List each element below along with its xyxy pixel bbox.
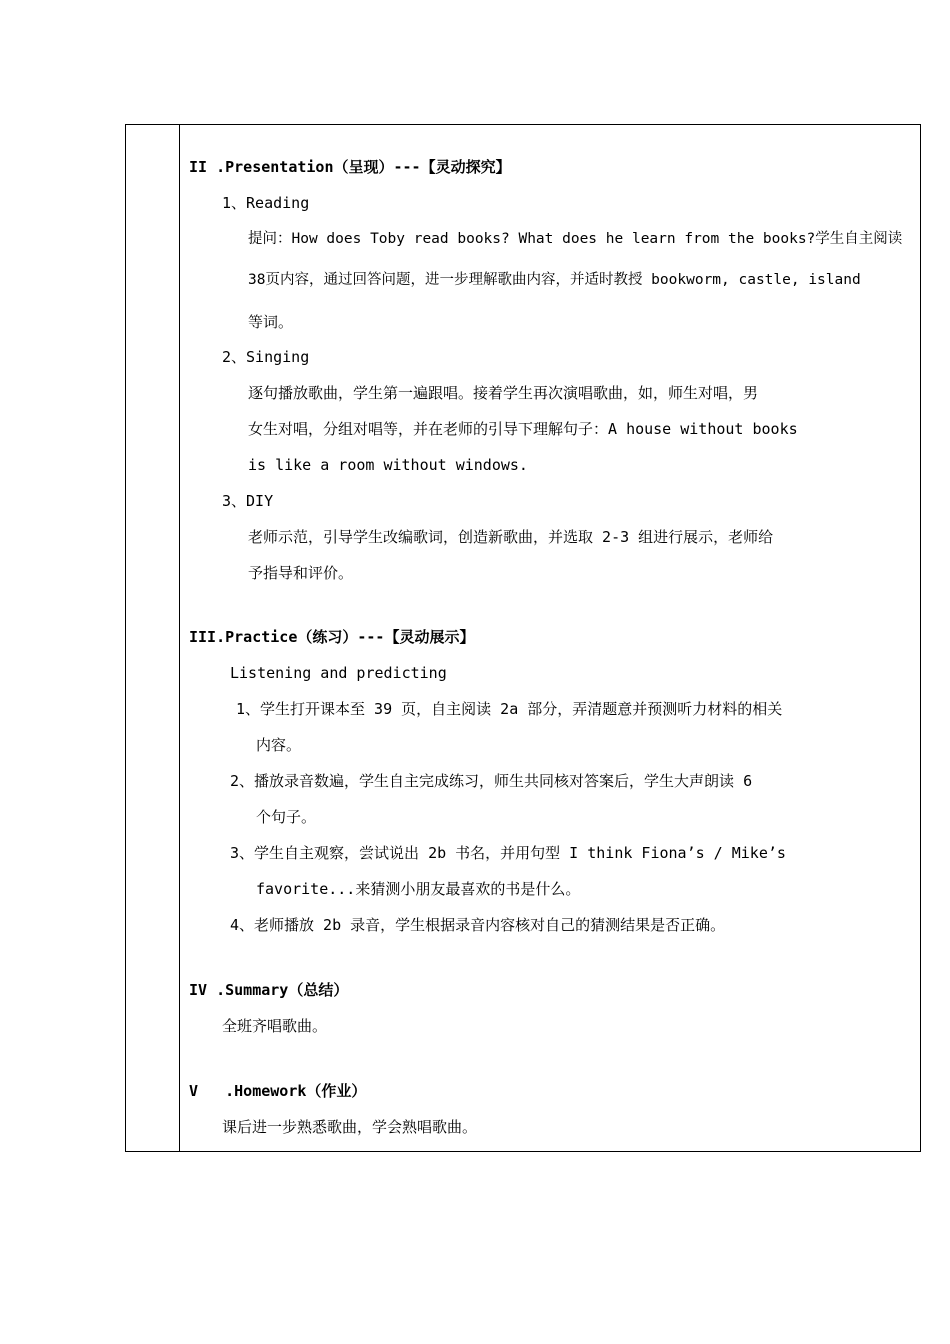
practice-item-1-line-2: 内容。 — [256, 736, 302, 754]
practice-heading: III.Practice（练习）---【灵动展示】 — [189, 628, 475, 646]
reading-line-1: 提问：How does Toby read books? What does he learn from the books?学生自主阅读 — [248, 231, 903, 247]
summary-heading: IV .Summary（总结） — [189, 981, 349, 999]
homework-heading: V .Homework（作业） — [189, 1082, 367, 1100]
presentation-heading: II .Presentation（呈现）---【灵动探究】 — [189, 158, 511, 176]
practice-item-3-line-1: 3、学生自主观察，尝试说出 2b 书名，并用句型 I think Fiona’s / Mike’s — [230, 844, 786, 862]
practice-item-3-line-2: favorite...来猜测小朋友最喜欢的书是什么。 — [256, 880, 581, 898]
practice-item-1-line-1: 1、学生打开课本至 39 页，自主阅读 2a 部分，弄清题意并预测听力材料的相关 — [236, 700, 783, 718]
practice-item-2-line-1: 2、播放录音数遍，学生自主完成练习，师生共同核对答案后，学生大声朗读 6 — [230, 772, 753, 790]
summary-text: 全班齐唱歌曲。 — [222, 1017, 328, 1035]
practice-item-2-line-2: 个句子。 — [256, 808, 317, 826]
singing-title: 2、Singing — [222, 348, 310, 366]
singing-line-3: is like a room without windows. — [248, 456, 528, 474]
practice-subtitle: Listening and predicting — [230, 664, 447, 682]
table-left-column — [126, 125, 180, 1151]
reading-line-3: 等词。 — [248, 313, 294, 331]
homework-text: 课后进一步熟悉歌曲，学会熟唱歌曲。 — [222, 1118, 478, 1136]
singing-line-1: 逐句播放歌曲，学生第一遍跟唱。接着学生再次演唱歌曲，如，师生对唱，男 — [248, 384, 759, 402]
diy-title: 3、DIY — [222, 492, 274, 510]
diy-line-2: 予指导和评价。 — [248, 564, 354, 582]
singing-line-2: 女生对唱，分组对唱等，并在老师的引导下理解句子：A house without books — [248, 420, 798, 438]
reading-line-2: 38页内容，通过回答问题，进一步理解歌曲内容，并适时教授 bookworm, castle, island — [248, 272, 861, 288]
reading-title: 1、Reading — [222, 194, 310, 212]
diy-line-1: 老师示范，引导学生改编歌词，创造新歌曲，并选取 2-3 组进行展示，老师给 — [248, 528, 774, 546]
practice-item-4-line-1: 4、老师播放 2b 录音，学生根据录音内容核对自己的猜测结果是否正确。 — [230, 916, 726, 934]
